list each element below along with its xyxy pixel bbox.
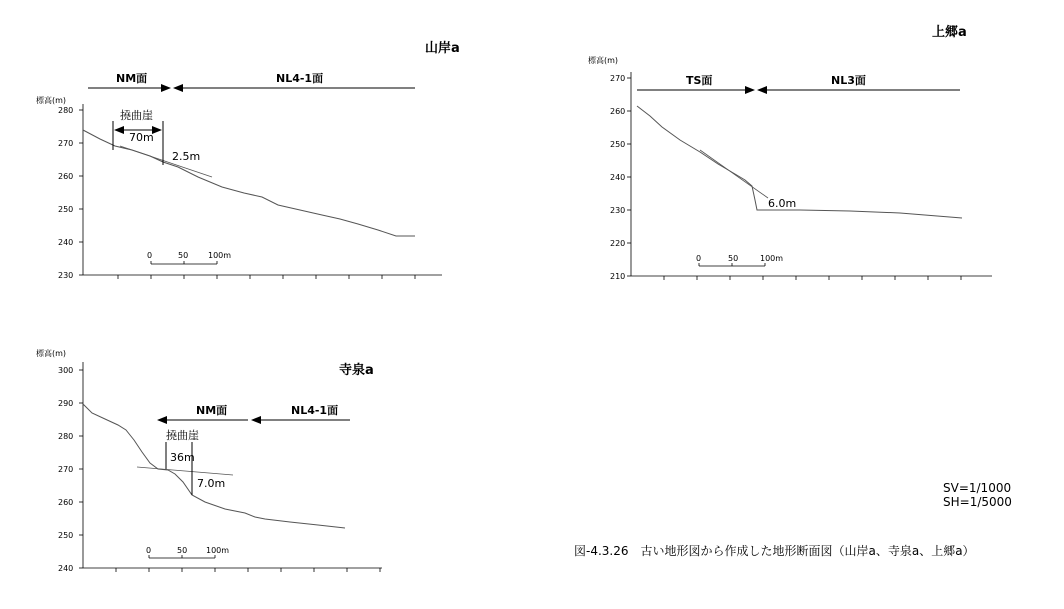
scarp-width-dimension	[166, 442, 192, 495]
y-tick-label: 280	[58, 432, 74, 441]
scale-bar-label: 100m	[206, 546, 230, 555]
reference-line	[700, 150, 768, 198]
y-tick-label: 270	[610, 74, 626, 83]
surface-label-nm: NM面	[196, 404, 228, 417]
y-axis	[79, 362, 382, 572]
y-tick-label: 250	[58, 531, 74, 540]
scale-note-horizontal: SH=1/5000	[943, 495, 1012, 509]
profile-teraizumi	[36, 348, 382, 573]
offset-label: 2.5m	[172, 150, 201, 163]
scale-bar	[699, 263, 765, 266]
y-tick-label: 230	[58, 271, 74, 280]
profile-yamagishi	[36, 40, 460, 280]
offset-label: 7.0m	[197, 477, 226, 490]
y-tick-label: 210	[610, 272, 626, 281]
y-axis-label: 標高(m)	[588, 56, 619, 65]
y-tick-label: 230	[610, 206, 626, 215]
profile-title: 寺泉a	[339, 363, 374, 378]
scale-note-vertical: SV=1/1000	[943, 481, 1012, 495]
scarp-label: 撓曲崖	[166, 429, 199, 442]
scale-bar	[149, 555, 215, 558]
y-tick-label: 300	[58, 366, 74, 375]
y-tick-label: 220	[610, 239, 626, 248]
scarp-label: 撓曲崖	[120, 109, 153, 122]
terrain-profile	[83, 404, 345, 528]
surface-label-ts: TS面	[686, 74, 713, 87]
scale-bar-label: 50	[178, 251, 189, 260]
scale-bar-label: 0	[146, 546, 152, 555]
y-tick-label: 260	[58, 498, 74, 507]
scale-bar-label: 100m	[760, 254, 784, 263]
terrain-profile	[83, 130, 415, 236]
surface-label-nl4: NL4-1面	[291, 404, 339, 417]
figure-caption: 図-4.3.26 古い地形図から作成した地形断面図（山岸a、寺泉a、上郷a）	[574, 544, 975, 558]
y-tick-labels	[58, 366, 73, 573]
y-tick-label: 260	[58, 172, 74, 181]
scale-bar	[151, 261, 217, 264]
y-axis-label: 標高(m)	[36, 96, 67, 105]
surface-label-nm: NM面	[116, 72, 148, 85]
scale-bar-label: 0	[147, 251, 153, 260]
scale-bar-label: 0	[696, 254, 702, 263]
profile-kamigo	[588, 24, 992, 281]
y-tick-label: 240	[58, 238, 74, 247]
reference-line	[137, 467, 233, 475]
terrain-profile	[637, 106, 962, 218]
y-tick-label: 250	[610, 140, 626, 149]
y-tick-label: 260	[610, 107, 626, 116]
y-axis	[627, 72, 992, 280]
scarp-width-label: 70m	[129, 131, 154, 144]
surface-label-nl4: NL4-1面	[276, 72, 324, 85]
y-tick-labels	[610, 74, 625, 281]
y-axis-label: 標高(m)	[36, 349, 67, 358]
scale-bar-label: 100m	[208, 251, 232, 260]
scale-bar-label: 50	[177, 546, 188, 555]
y-tick-label: 240	[58, 564, 74, 573]
offset-label: 6.0m	[768, 197, 797, 210]
y-tick-label: 280	[58, 106, 74, 115]
y-tick-label: 270	[58, 465, 74, 474]
surface-label-nl3: NL3面	[831, 74, 866, 87]
y-tick-label: 240	[610, 173, 626, 182]
scale-bar-label: 50	[728, 254, 739, 263]
y-tick-label: 250	[58, 205, 74, 214]
profile-title: 上郷a	[932, 25, 967, 40]
profile-title: 山岸a	[425, 41, 460, 56]
y-tick-label: 270	[58, 139, 74, 148]
y-tick-labels	[58, 106, 73, 280]
y-tick-label: 290	[58, 399, 74, 408]
scarp-width-label: 36m	[170, 451, 195, 464]
